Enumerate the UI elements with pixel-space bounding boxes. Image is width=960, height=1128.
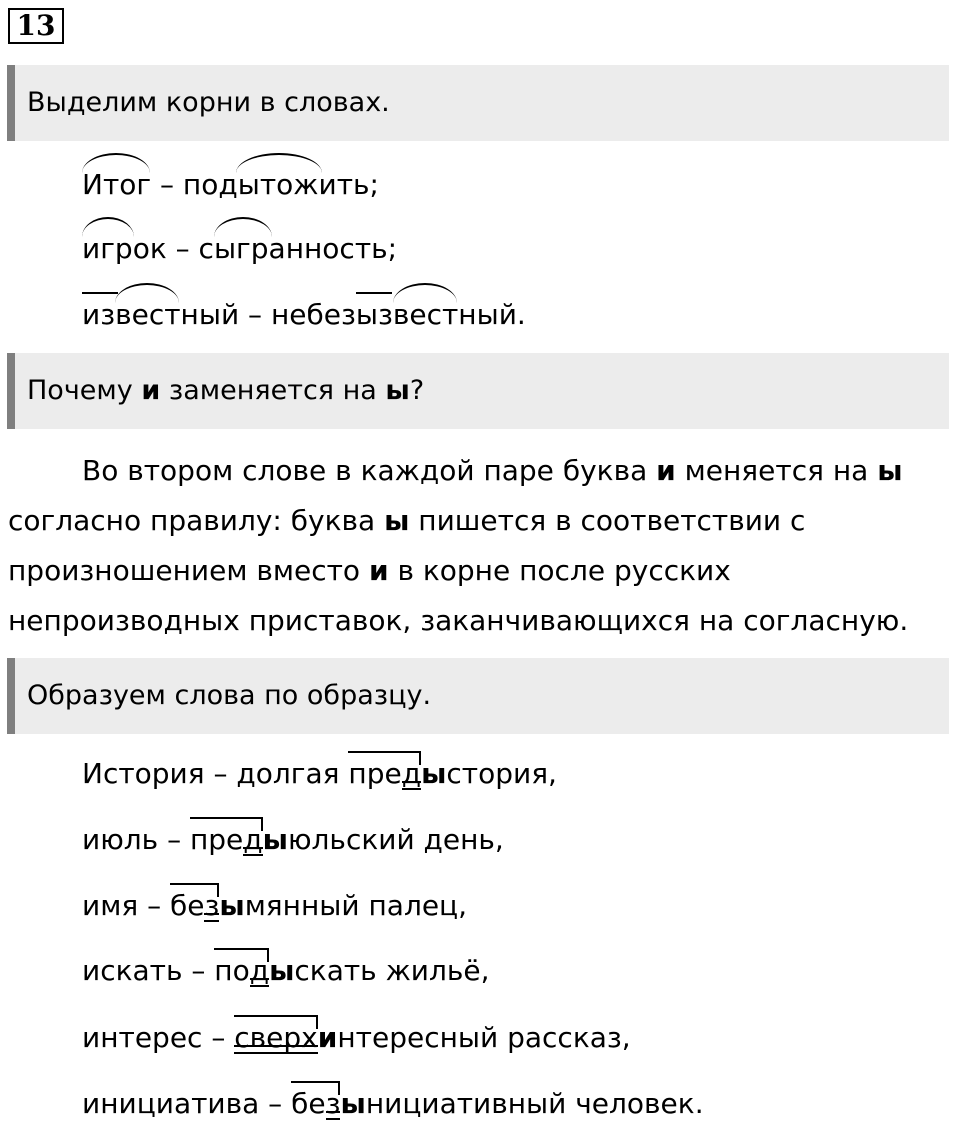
- root-itog: Итог: [82, 167, 151, 203]
- base-word: инициатива –: [82, 1087, 292, 1120]
- root-ytozh: ытож: [238, 167, 319, 203]
- vowel-letter: ы: [269, 954, 295, 987]
- prefix: под: [214, 953, 269, 989]
- vowel-letter: ы: [262, 823, 288, 856]
- formation-line: [82, 953, 490, 989]
- section-heading-pattern: Образуем слова по образцу.: [7, 658, 949, 734]
- prefix-yz: ыз: [356, 297, 393, 333]
- root-vest: вест: [115, 297, 180, 333]
- word-pair-igrok: игрок – с ыгранность;: [82, 231, 397, 267]
- formation-line: [82, 888, 467, 924]
- word-rest: нициативный человек.: [365, 1087, 704, 1120]
- prefix: без: [291, 1086, 340, 1122]
- prefix: пред: [348, 756, 421, 792]
- root-igr: игр: [82, 231, 133, 267]
- vowel-letter: ы: [340, 1087, 366, 1120]
- vowel-letter: и: [317, 1021, 338, 1054]
- word-rest: стория,: [446, 757, 557, 790]
- rule-explanation: Во втором слове в каждой паре буква и меняется на ы согласно правилу: буква ы пишется в соответствии с произношением вместо и в корне после русских непроизводных приставок, заканчивающихся на согласную.: [8, 454, 909, 637]
- prefix: сверх: [234, 1020, 317, 1056]
- exercise-number: 13: [8, 8, 64, 44]
- prefix-iz: из: [82, 297, 115, 333]
- word-rest: мянный палец,: [244, 889, 468, 922]
- root-ygr: ыгр: [214, 231, 269, 267]
- base-word: июль –: [82, 823, 190, 856]
- formation-line: [82, 756, 557, 792]
- formation-line: [82, 1020, 631, 1056]
- prefix: пред: [190, 822, 263, 858]
- base-word: История – долгая: [82, 757, 349, 790]
- formation-line: [82, 1086, 704, 1122]
- root-vest-2: вест: [393, 297, 458, 333]
- vowel-letter: ы: [421, 757, 447, 790]
- word-rest: нтересный рассказ,: [337, 1021, 631, 1054]
- word-rest: скать жильё,: [294, 954, 490, 987]
- word-pair-izvestny: из вестный – небез ыз вестный.: [82, 297, 526, 333]
- vowel-letter: ы: [219, 889, 245, 922]
- section-heading-question: Почему и заменяется на ы?: [7, 353, 949, 429]
- base-word: искать –: [82, 954, 215, 987]
- formation-line: [82, 822, 504, 858]
- base-word: имя –: [82, 889, 170, 922]
- section-heading-roots: Выделим корни в словах.: [7, 65, 949, 141]
- word-pair-itog: Итог – под ытожить;: [82, 167, 379, 203]
- prefix: без: [170, 888, 219, 924]
- base-word: интерес –: [82, 1021, 235, 1054]
- word-rest: юльский день,: [287, 823, 504, 856]
